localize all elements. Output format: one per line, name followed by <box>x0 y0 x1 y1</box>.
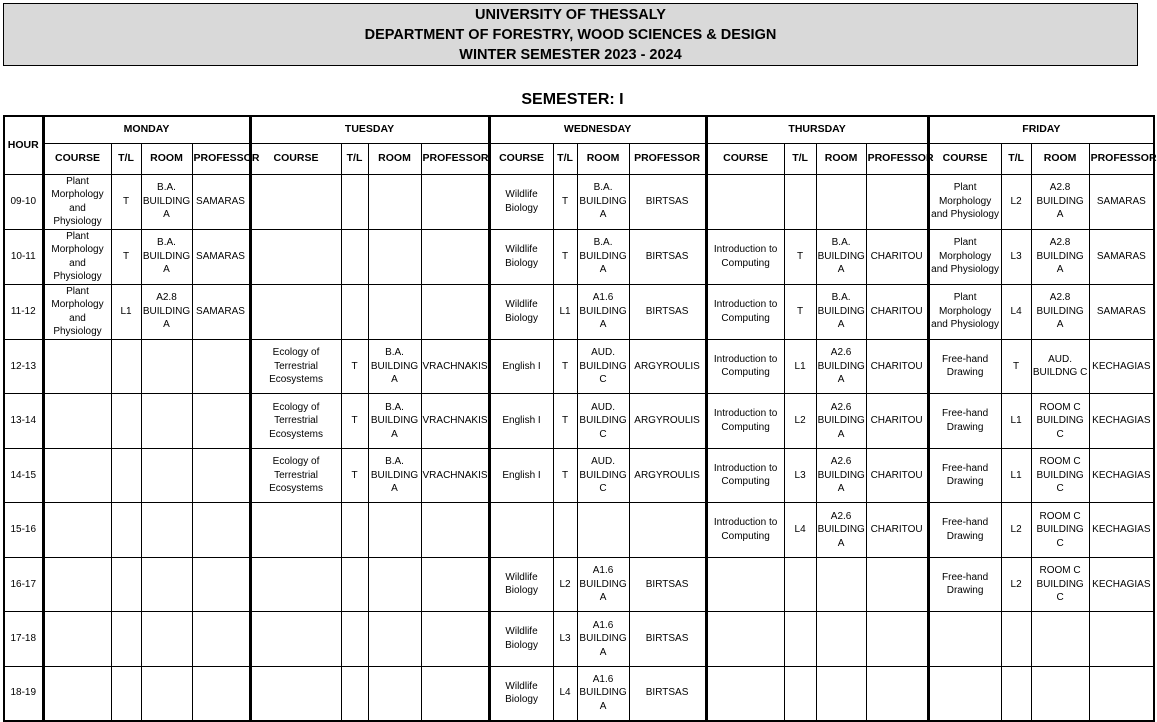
professor-cell: CHARITOU <box>866 284 928 339</box>
course-cell <box>928 612 1001 667</box>
course-cell <box>928 666 1001 721</box>
tl-cell <box>553 503 577 558</box>
room-cell: A2.6 BUILDING A <box>816 448 866 503</box>
tl-cell: L1 <box>784 339 816 394</box>
tl-cell <box>784 557 816 612</box>
course-cell: Free-hand Drawing <box>928 557 1001 612</box>
course-cell: Introduction to Computing <box>706 284 784 339</box>
professor-cell <box>421 503 489 558</box>
course-header: COURSE <box>928 143 1001 174</box>
day-header-thursday: THURSDAY <box>706 116 928 143</box>
tl-cell: L2 <box>1001 174 1031 229</box>
course-cell: Ecology of Terrestrial Ecosystems <box>250 448 341 503</box>
table-row <box>4 339 1154 394</box>
professor-cell <box>421 666 489 721</box>
room-cell: ROOM C BUILDING C <box>1031 557 1089 612</box>
room-cell: ROOM C BUILDING C <box>1031 394 1089 449</box>
room-cell: AUD. BUILDING C <box>577 394 629 449</box>
table-row <box>4 448 1154 503</box>
hour-cell: 09-10 <box>4 174 43 229</box>
course-header: COURSE <box>489 143 553 174</box>
professor-cell: BIRTSAS <box>629 557 706 612</box>
tl-cell: T <box>553 448 577 503</box>
university-title: UNIVERSITY OF THESSALY <box>475 6 666 23</box>
table-row <box>4 666 1154 721</box>
tl-cell: L2 <box>1001 503 1031 558</box>
professor-cell: SAMARAS <box>1089 229 1154 284</box>
room-cell: B.A. BUILDING A <box>368 448 421 503</box>
tl-cell: L3 <box>1001 229 1031 284</box>
professor-cell: ARGYROULIS <box>629 394 706 449</box>
tl-cell: T <box>111 174 141 229</box>
day-header-monday: MONDAY <box>43 116 250 143</box>
room-cell: ROOM C BUILDING C <box>1031 503 1089 558</box>
professor-cell: VRACHNAKIS <box>421 448 489 503</box>
course-cell: Wildlife Biology <box>489 666 553 721</box>
tl-cell: T <box>784 229 816 284</box>
department-title: DEPARTMENT OF FORESTRY, WOOD SCIENCES & DESIGN <box>364 26 777 43</box>
tl-header: T/L <box>553 143 577 174</box>
professor-cell <box>192 394 250 449</box>
professor-cell <box>421 284 489 339</box>
room-header: ROOM <box>368 143 421 174</box>
course-cell: Wildlife Biology <box>489 174 553 229</box>
professor-cell: SAMARAS <box>192 174 250 229</box>
room-cell <box>368 612 421 667</box>
course-cell <box>250 284 341 339</box>
hour-cell: 13-14 <box>4 394 43 449</box>
day-header-tuesday: TUESDAY <box>250 116 489 143</box>
professor-cell <box>866 666 928 721</box>
course-cell <box>43 448 111 503</box>
tl-cell <box>784 666 816 721</box>
professor-header: PROFESSOR <box>629 143 706 174</box>
room-cell: A2.6 BUILDING A <box>816 339 866 394</box>
professor-cell <box>192 339 250 394</box>
table-row <box>4 612 1154 667</box>
course-cell <box>250 557 341 612</box>
room-cell <box>1031 666 1089 721</box>
room-header: ROOM <box>816 143 866 174</box>
table-row <box>4 503 1154 558</box>
tl-cell: T <box>784 284 816 339</box>
tl-cell <box>111 448 141 503</box>
course-cell <box>706 557 784 612</box>
course-cell: Introduction to Computing <box>706 229 784 284</box>
professor-cell: KECHAGIAS <box>1089 557 1154 612</box>
course-cell: Free-hand Drawing <box>928 394 1001 449</box>
tl-cell <box>341 612 368 667</box>
room-cell: A1.6 BUILDING A <box>577 666 629 721</box>
course-cell: Ecology of Terrestrial Ecosystems <box>250 339 341 394</box>
course-cell: Plant Morphology and Physiology <box>43 284 111 339</box>
room-cell: A1.6 BUILDING A <box>577 612 629 667</box>
room-cell: B.A. BUILDING A <box>816 284 866 339</box>
tl-cell: L3 <box>553 612 577 667</box>
room-cell <box>816 666 866 721</box>
professor-cell <box>192 503 250 558</box>
tl-cell <box>341 284 368 339</box>
tl-cell: L4 <box>553 666 577 721</box>
professor-cell: BIRTSAS <box>629 612 706 667</box>
course-cell <box>250 666 341 721</box>
hour-cell: 10-11 <box>4 229 43 284</box>
tl-cell <box>1001 666 1031 721</box>
semester-period-title: WINTER SEMESTER 2023 - 2024 <box>459 46 682 63</box>
professor-cell <box>1089 612 1154 667</box>
hour-cell: 11-12 <box>4 284 43 339</box>
course-cell: Ecology of Terrestrial Ecosystems <box>250 394 341 449</box>
course-cell <box>43 394 111 449</box>
tl-cell <box>111 557 141 612</box>
professor-cell: BIRTSAS <box>629 284 706 339</box>
tl-cell <box>341 174 368 229</box>
tl-cell <box>341 666 368 721</box>
tl-cell <box>784 174 816 229</box>
tl-cell: L4 <box>784 503 816 558</box>
course-cell: Plant Morphology and Physiology <box>43 174 111 229</box>
room-cell <box>577 503 629 558</box>
room-cell: B.A. BUILDING A <box>141 229 192 284</box>
room-cell: B.A. BUILDING A <box>577 229 629 284</box>
course-cell: Plant Morphology and Physiology <box>928 229 1001 284</box>
course-cell: Plant Morphology and Physiology <box>928 174 1001 229</box>
room-cell: B.A. BUILDING A <box>141 174 192 229</box>
course-cell: Introduction to Computing <box>706 394 784 449</box>
room-cell <box>141 339 192 394</box>
course-cell: Introduction to Computing <box>706 503 784 558</box>
day-header-friday: FRIDAY <box>928 116 1154 143</box>
room-cell: A1.6 BUILDING A <box>577 284 629 339</box>
room-cell <box>816 557 866 612</box>
course-cell <box>43 503 111 558</box>
professor-cell: BIRTSAS <box>629 229 706 284</box>
room-cell <box>141 612 192 667</box>
course-cell <box>250 503 341 558</box>
room-cell: B.A. BUILDING A <box>368 394 421 449</box>
professor-header: PROFESSOR <box>421 143 489 174</box>
professor-cell: CHARITOU <box>866 448 928 503</box>
semester-title: SEMESTER: I <box>521 91 624 108</box>
tl-cell <box>111 666 141 721</box>
professor-cell <box>629 503 706 558</box>
professor-cell: SAMARAS <box>192 229 250 284</box>
room-cell <box>368 284 421 339</box>
tl-cell: L2 <box>784 394 816 449</box>
course-cell: English I <box>489 339 553 394</box>
day-header-row <box>4 116 1154 143</box>
table-row <box>4 174 1154 229</box>
room-header: ROOM <box>141 143 192 174</box>
tl-cell: L1 <box>553 284 577 339</box>
course-cell: Wildlife Biology <box>489 284 553 339</box>
room-header: ROOM <box>1031 143 1089 174</box>
course-cell: Free-hand Drawing <box>928 448 1001 503</box>
tl-cell <box>341 503 368 558</box>
tl-cell: L2 <box>1001 557 1031 612</box>
course-cell <box>250 174 341 229</box>
hour-header: HOUR <box>4 116 43 174</box>
professor-cell: KECHAGIAS <box>1089 503 1154 558</box>
professor-cell <box>192 557 250 612</box>
tl-header: T/L <box>111 143 141 174</box>
room-cell: A2.8 BUILDING A <box>141 284 192 339</box>
course-cell: Plant Morphology and Physiology <box>43 229 111 284</box>
table-row <box>4 284 1154 339</box>
tl-cell <box>341 229 368 284</box>
course-cell <box>43 612 111 667</box>
tl-cell: T <box>341 448 368 503</box>
day-header-wednesday: WEDNESDAY <box>489 116 706 143</box>
professor-cell: SAMARAS <box>1089 284 1154 339</box>
timetable <box>3 115 1155 722</box>
hour-cell: 16-17 <box>4 557 43 612</box>
course-header: COURSE <box>43 143 111 174</box>
course-cell: Wildlife Biology <box>489 557 553 612</box>
professor-cell: KECHAGIAS <box>1089 394 1154 449</box>
professor-cell <box>421 174 489 229</box>
course-cell: English I <box>489 394 553 449</box>
professor-cell: CHARITOU <box>866 229 928 284</box>
room-cell: ROOM C BUILDING C <box>1031 448 1089 503</box>
professor-cell <box>1089 666 1154 721</box>
tl-header: T/L <box>784 143 816 174</box>
professor-cell: BIRTSAS <box>629 174 706 229</box>
professor-cell <box>192 612 250 667</box>
room-cell <box>368 503 421 558</box>
professor-cell: CHARITOU <box>866 339 928 394</box>
course-header: COURSE <box>250 143 341 174</box>
room-cell <box>368 557 421 612</box>
tl-cell: T <box>553 394 577 449</box>
tl-cell: T <box>553 229 577 284</box>
professor-cell <box>866 174 928 229</box>
professor-cell: VRACHNAKIS <box>421 394 489 449</box>
tl-cell <box>111 339 141 394</box>
timetable-body <box>4 174 1154 721</box>
tl-cell: L4 <box>1001 284 1031 339</box>
course-cell <box>706 612 784 667</box>
tl-cell <box>111 612 141 667</box>
professor-cell <box>421 229 489 284</box>
tl-cell: L1 <box>111 284 141 339</box>
professor-cell <box>866 612 928 667</box>
room-cell: AUD. BUILDING C <box>577 448 629 503</box>
room-cell <box>141 557 192 612</box>
room-cell: A2.8 BUILDING A <box>1031 174 1089 229</box>
tl-cell: T <box>553 174 577 229</box>
course-cell <box>43 666 111 721</box>
course-cell <box>250 229 341 284</box>
room-cell: A2.8 BUILDING A <box>1031 284 1089 339</box>
professor-cell <box>421 557 489 612</box>
professor-cell <box>866 557 928 612</box>
room-cell <box>816 612 866 667</box>
course-header: COURSE <box>706 143 784 174</box>
room-cell: AUD. BUILDING C <box>577 339 629 394</box>
room-cell <box>141 666 192 721</box>
hour-cell: 18-19 <box>4 666 43 721</box>
hour-cell: 14-15 <box>4 448 43 503</box>
professor-header: PROFESSOR <box>1089 143 1154 174</box>
professor-cell <box>192 666 250 721</box>
tl-cell <box>1001 612 1031 667</box>
table-row <box>4 557 1154 612</box>
professor-cell <box>421 612 489 667</box>
hour-cell: 15-16 <box>4 503 43 558</box>
room-cell: AUD. BUILDNG C <box>1031 339 1089 394</box>
course-cell: Free-hand Drawing <box>928 503 1001 558</box>
tl-cell: T <box>341 394 368 449</box>
tl-header: T/L <box>1001 143 1031 174</box>
professor-cell: BIRTSAS <box>629 666 706 721</box>
course-cell <box>43 557 111 612</box>
room-cell: B.A. BUILDING A <box>368 339 421 394</box>
room-cell <box>1031 612 1089 667</box>
room-cell: A2.6 BUILDING A <box>816 394 866 449</box>
room-cell <box>816 174 866 229</box>
room-cell <box>141 394 192 449</box>
course-cell: Plant Morphology and Physiology <box>928 284 1001 339</box>
professor-cell: ARGYROULIS <box>629 339 706 394</box>
hour-cell: 12-13 <box>4 339 43 394</box>
course-cell: Introduction to Computing <box>706 448 784 503</box>
course-cell <box>706 174 784 229</box>
course-cell: Wildlife Biology <box>489 229 553 284</box>
room-cell: B.A. BUILDING A <box>577 174 629 229</box>
tl-cell <box>111 394 141 449</box>
tl-cell <box>784 612 816 667</box>
column-header-row <box>4 143 1154 174</box>
professor-cell <box>192 448 250 503</box>
room-cell <box>368 229 421 284</box>
professor-cell: CHARITOU <box>866 394 928 449</box>
tl-cell <box>341 557 368 612</box>
room-cell: A2.8 BUILDING A <box>1031 229 1089 284</box>
professor-cell: VRACHNAKIS <box>421 339 489 394</box>
course-cell: English I <box>489 448 553 503</box>
professor-cell: KECHAGIAS <box>1089 448 1154 503</box>
tl-header: T/L <box>341 143 368 174</box>
tl-cell: L2 <box>553 557 577 612</box>
course-cell: Introduction to Computing <box>706 339 784 394</box>
room-cell: B.A. BUILDING A <box>816 229 866 284</box>
room-header: ROOM <box>577 143 629 174</box>
tl-cell <box>111 503 141 558</box>
room-cell <box>368 666 421 721</box>
room-cell <box>141 448 192 503</box>
course-cell <box>250 612 341 667</box>
professor-cell: CHARITOU <box>866 503 928 558</box>
tl-cell: L3 <box>784 448 816 503</box>
tl-cell: T <box>553 339 577 394</box>
table-row <box>4 229 1154 284</box>
course-cell <box>706 666 784 721</box>
professor-cell: KECHAGIAS <box>1089 339 1154 394</box>
table-row <box>4 394 1154 449</box>
tl-cell: L1 <box>1001 394 1031 449</box>
tl-cell: T <box>111 229 141 284</box>
hour-cell: 17-18 <box>4 612 43 667</box>
course-cell <box>43 339 111 394</box>
room-cell <box>141 503 192 558</box>
course-cell: Free-hand Drawing <box>928 339 1001 394</box>
tl-cell: L1 <box>1001 448 1031 503</box>
professor-cell: SAMARAS <box>192 284 250 339</box>
course-cell: Wildlife Biology <box>489 612 553 667</box>
tl-cell: T <box>1001 339 1031 394</box>
document-header <box>3 3 1138 66</box>
room-cell: A2.6 BUILDING A <box>816 503 866 558</box>
professor-header: PROFESSOR <box>192 143 250 174</box>
professor-header: PROFESSOR <box>866 143 928 174</box>
professor-cell: ARGYROULIS <box>629 448 706 503</box>
tl-cell: T <box>341 339 368 394</box>
room-cell <box>368 174 421 229</box>
course-cell <box>489 503 553 558</box>
room-cell: A1.6 BUILDING A <box>577 557 629 612</box>
professor-cell: SAMARAS <box>1089 174 1154 229</box>
